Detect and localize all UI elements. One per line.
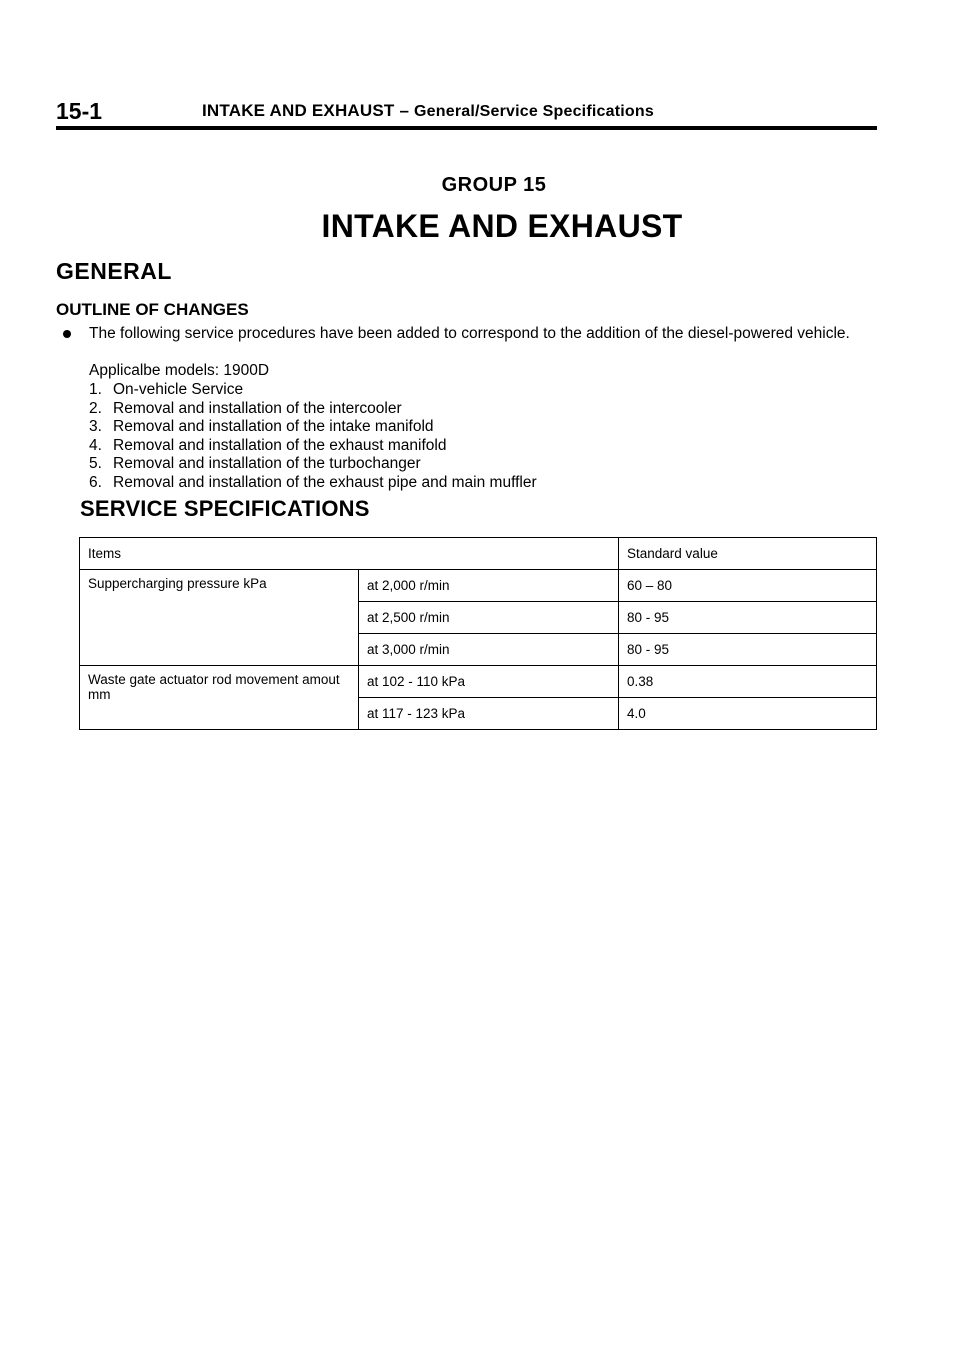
table-header-row — [80, 538, 877, 570]
condition-cell: at 2,500 r/min — [359, 602, 619, 634]
header-separator: – — [399, 101, 410, 120]
general-heading: GENERAL — [56, 258, 172, 284]
list-item: 5. Removal and installation of the turbochanger — [89, 455, 421, 472]
bullet-icon — [63, 330, 71, 338]
list-item: 2. Removal and installation of the intercooler — [89, 399, 402, 417]
list-item: 1. On-vehicle Service — [89, 381, 244, 398]
list-item: 3. Removal and installation of the intake manifold — [89, 418, 434, 435]
procedure-list — [89, 381, 537, 492]
outline-paragraph: The following service procedures have been added to correspond to the addition of the diesel-powered vehicle. — [89, 325, 850, 342]
page-header — [56, 96, 878, 126]
table-row — [80, 570, 877, 602]
value-cell: 4.0 — [619, 698, 877, 730]
value-cell: 80 - 95 — [619, 634, 877, 666]
list-item: 4. Removal and installation of the exhaust manifold — [89, 436, 447, 454]
condition-cell: at 102 - 110 kPa — [359, 666, 619, 698]
group-label: GROUP 15 — [441, 174, 547, 196]
list-item: 6. Removal and installation of the exhaust pipe and main muffler — [89, 473, 537, 491]
value-cell: 0.38 — [619, 666, 877, 698]
supercharging-label: Suppercharging pressure kPa — [80, 570, 359, 666]
table-row — [80, 666, 877, 698]
page-number: 15-1 — [56, 98, 103, 124]
condition-cell: at 117 - 123 kPa — [359, 698, 619, 730]
group-title: INTAKE AND EXHAUST — [321, 208, 683, 244]
header-cell-items: Items — [80, 538, 619, 570]
wastegate-label: Waste gate actuator rod movement amout mm — [80, 666, 359, 730]
value-cell: 60 – 80 — [619, 570, 877, 602]
header-subsection: General/Service Specifications — [414, 103, 654, 120]
specs-table — [79, 537, 877, 730]
outline-heading: OUTLINE OF CHANGES — [56, 300, 249, 319]
header-section: INTAKE AND EXHAUST — [202, 101, 395, 120]
models-line: Applicalbe models: 1900D — [89, 362, 270, 379]
specs-heading: SERVICE SPECIFICATIONS — [80, 496, 370, 521]
header-rule — [56, 126, 877, 130]
condition-cell: at 2,000 r/min — [359, 570, 619, 602]
header-cell-standard: Standard value — [619, 538, 877, 570]
condition-cell: at 3,000 r/min — [359, 634, 619, 666]
value-cell: 80 - 95 — [619, 602, 877, 634]
header-title — [202, 101, 654, 121]
